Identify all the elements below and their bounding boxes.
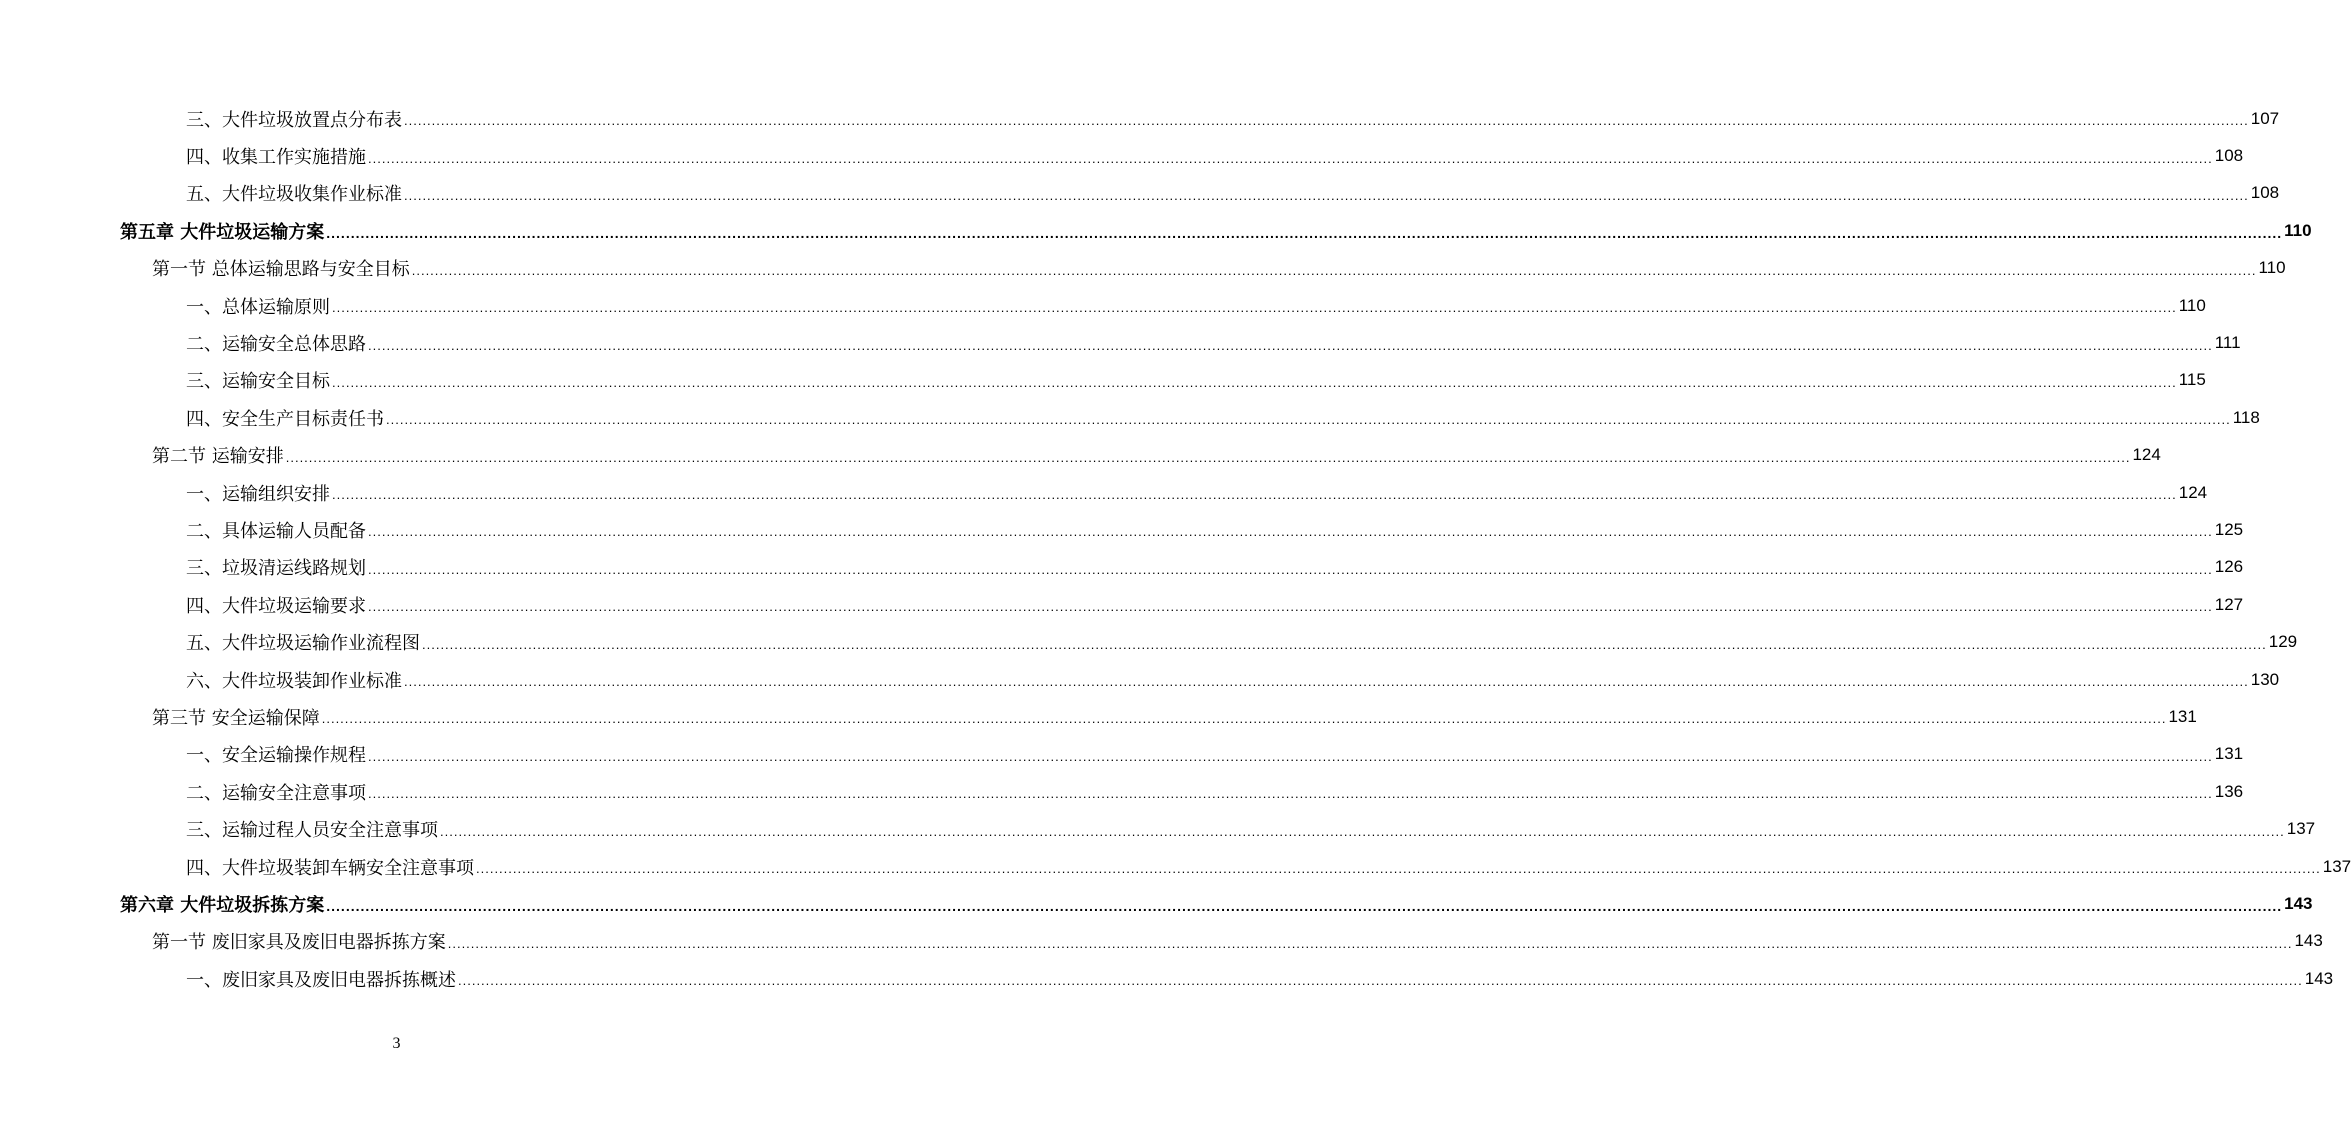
toc-entry-page: 110 xyxy=(2178,295,2206,315)
toc-entry-title: 第一节 总体运输思路与安全目标 xyxy=(152,259,410,281)
toc-dot-leader: ................................................................................................................................................................................................................................................................................................................................................................................................................ xyxy=(321,711,2167,727)
toc-entry-page: 110 xyxy=(2258,258,2286,278)
toc-subsection-entry[interactable] xyxy=(0,362,2206,399)
toc-dot-leader: ................................................................................................................................................................................................................................................................................................................................................................................................................ xyxy=(326,897,2283,914)
toc-entry-title: 二、运输安全注意事项 xyxy=(186,782,366,804)
toc-dot-leader: ................................................................................................................................................................................................................................................................................................................................................................................................................ xyxy=(332,300,2177,316)
toc-subsection-entry[interactable] xyxy=(0,511,2244,548)
toc-dot-leader: ................................................................................................................................................................................................................................................................................................................................................................................................................ xyxy=(368,524,2213,540)
toc-entry-title: 一、安全运输操作规程 xyxy=(186,745,366,767)
toc-entry-page: 143 xyxy=(2284,893,2313,913)
toc-dot-leader: ................................................................................................................................................................................................................................................................................................................................................................................................................ xyxy=(404,674,2249,690)
toc-entry-page: 136 xyxy=(2214,781,2244,801)
toc-entry-title: 六、大件垃圾装卸作业标准 xyxy=(186,670,402,692)
toc-entry-page: 143 xyxy=(2294,931,2323,951)
toc-entry-page: 118 xyxy=(2232,407,2260,427)
toc-section-entry[interactable] xyxy=(0,250,2286,287)
toc-entry-title: 五、大件垃圾运输作业流程图 xyxy=(186,633,420,655)
toc-dot-leader: ................................................................................................................................................................................................................................................................................................................................................................................................................ xyxy=(386,412,2231,428)
toc-entry-page: 130 xyxy=(2250,669,2280,689)
toc-dot-leader: ................................................................................................................................................................................................................................................................................................................................................................................................................ xyxy=(447,935,2293,951)
toc-dot-leader: ................................................................................................................................................................................................................................................................................................................................................................................................................ xyxy=(368,599,2213,615)
toc-subsection-entry[interactable] xyxy=(0,100,2280,137)
toc-entry-page: 126 xyxy=(2214,557,2244,577)
toc-subsection-entry[interactable] xyxy=(0,661,2280,698)
toc-dot-leader: ................................................................................................................................................................................................................................................................................................................................................................................................................ xyxy=(411,262,2257,278)
toc-entry-title: 第三节 安全运输保障 xyxy=(152,707,320,729)
toc-entry-title: 二、运输安全总体思路 xyxy=(186,334,366,356)
toc-section-entry[interactable] xyxy=(0,698,2197,735)
toc-entry-title: 第五章 大件垃圾运输方案 xyxy=(120,221,325,243)
toc-entry-page: 124 xyxy=(2178,482,2208,502)
toc-subsection-entry[interactable] xyxy=(0,848,2351,885)
toc-entry-title: 四、收集工作实施措施 xyxy=(186,147,366,169)
toc-entry-title: 一、运输组织安排 xyxy=(186,483,330,505)
toc-subsection-entry[interactable] xyxy=(0,474,2208,511)
toc-entry-page: 131 xyxy=(2168,706,2197,726)
toc-section-entry[interactable] xyxy=(0,923,2323,960)
toc-entry-title: 三、大件垃圾放置点分布表 xyxy=(186,109,402,131)
toc-entry-title: 五、大件垃圾收集作业标准 xyxy=(186,184,402,206)
toc-entry-title: 三、运输安全目标 xyxy=(186,371,330,393)
toc-entry-title: 四、安全生产目标责任书 xyxy=(186,408,384,430)
toc-subsection-entry[interactable] xyxy=(0,586,2244,623)
toc-entry-title: 第二节 运输安排 xyxy=(152,446,284,468)
toc-entry-page: 124 xyxy=(2132,445,2161,465)
toc-entry-page: 125 xyxy=(2214,519,2244,539)
toc-dot-leader: ................................................................................................................................................................................................................................................................................................................................................................................................................ xyxy=(326,224,2283,241)
toc-subsection-entry[interactable] xyxy=(0,623,2298,660)
toc-subsection-entry[interactable] xyxy=(0,960,2334,997)
toc-chapter-entry[interactable] xyxy=(0,885,2313,922)
toc-dot-leader: ................................................................................................................................................................................................................................................................................................................................................................................................................ xyxy=(368,786,2213,802)
toc-subsection-entry[interactable] xyxy=(0,324,2241,361)
toc-subsection-entry[interactable] xyxy=(0,810,2316,847)
toc-dot-leader: ................................................................................................................................................................................................................................................................................................................................................................................................................ xyxy=(368,150,2213,166)
toc-entry-page: 110 xyxy=(2284,220,2312,240)
toc-dot-leader: ................................................................................................................................................................................................................................................................................................................................................................................................................ xyxy=(368,337,2213,353)
toc-subsection-entry[interactable] xyxy=(0,773,2244,810)
toc-dot-leader: ................................................................................................................................................................................................................................................................................................................................................................................................................ xyxy=(404,187,2249,203)
toc-entry-page: 115 xyxy=(2178,370,2206,390)
toc-entry-page: 127 xyxy=(2214,594,2244,614)
toc-dot-leader: ................................................................................................................................................................................................................................................................................................................................................................................................................ xyxy=(404,113,2249,129)
toc-dot-leader: ................................................................................................................................................................................................................................................................................................................................................................................................................ xyxy=(476,861,2321,876)
toc-entry-title: 第六章 大件垃圾拆拣方案 xyxy=(120,894,325,916)
toc-subsection-entry[interactable] xyxy=(0,137,2244,174)
toc-entry-title: 四、大件垃圾运输要求 xyxy=(186,595,366,617)
toc-dot-leader: ................................................................................................................................................................................................................................................................................................................................................................................................................ xyxy=(368,561,2213,577)
toc-dot-leader: ................................................................................................................................................................................................................................................................................................................................................................................................................ xyxy=(368,748,2213,764)
toc-section-entry[interactable] xyxy=(0,437,2161,474)
toc-entry-title: 三、运输过程人员安全注意事项 xyxy=(186,820,438,842)
toc-entry-title: 第一节 废旧家具及废旧电器拆拣方案 xyxy=(152,932,446,954)
toc-entry-page: 129 xyxy=(2268,632,2298,652)
toc-entry-title: 四、大件垃圾装卸车辆安全注意事项 xyxy=(186,857,474,879)
toc-entry-page: 107 xyxy=(2250,108,2280,128)
toc-entry-title: 二、具体运输人员配备 xyxy=(186,520,366,542)
page-number: 3 xyxy=(392,1035,401,1052)
toc-subsection-entry[interactable] xyxy=(0,175,2280,212)
toc-subsection-entry[interactable] xyxy=(0,287,2206,324)
toc-dot-leader: ................................................................................................................................................................................................................................................................................................................................................................................................................ xyxy=(440,823,2285,839)
toc-dot-leader: ................................................................................................................................................................................................................................................................................................................................................................................................................ xyxy=(285,449,2131,465)
toc-entry-title: 一、废旧家具及废旧电器拆拣概述 xyxy=(186,969,456,991)
toc-subsection-entry[interactable] xyxy=(0,736,2244,773)
toc-entry-page: 111 xyxy=(2214,333,2241,353)
toc-chapter-entry[interactable] xyxy=(0,212,2312,249)
toc-dot-leader: ................................................................................................................................................................................................................................................................................................................................................................................................................ xyxy=(332,487,2177,503)
toc-entry-title: 三、垃圾清运线路规划 xyxy=(186,558,366,580)
table-of-contents xyxy=(0,100,2351,997)
toc-entry-page: 137 xyxy=(2286,819,2316,839)
toc-subsection-entry[interactable] xyxy=(0,399,2260,436)
toc-dot-leader: ................................................................................................................................................................................................................................................................................................................................................................................................................ xyxy=(332,374,2177,390)
toc-entry-page: 108 xyxy=(2250,183,2280,203)
toc-entry-page: 131 xyxy=(2214,744,2244,764)
toc-entry-page: 108 xyxy=(2214,146,2244,166)
toc-dot-leader: ................................................................................................................................................................................................................................................................................................................................................................................................................ xyxy=(458,973,2303,989)
toc-entry-page: 137 xyxy=(2322,856,2351,876)
toc-dot-leader: ................................................................................................................................................................................................................................................................................................................................................................................................................ xyxy=(422,636,2267,652)
toc-subsection-entry[interactable] xyxy=(0,549,2244,586)
toc-entry-title: 一、总体运输原则 xyxy=(186,296,330,318)
toc-entry-page: 143 xyxy=(2304,968,2334,988)
